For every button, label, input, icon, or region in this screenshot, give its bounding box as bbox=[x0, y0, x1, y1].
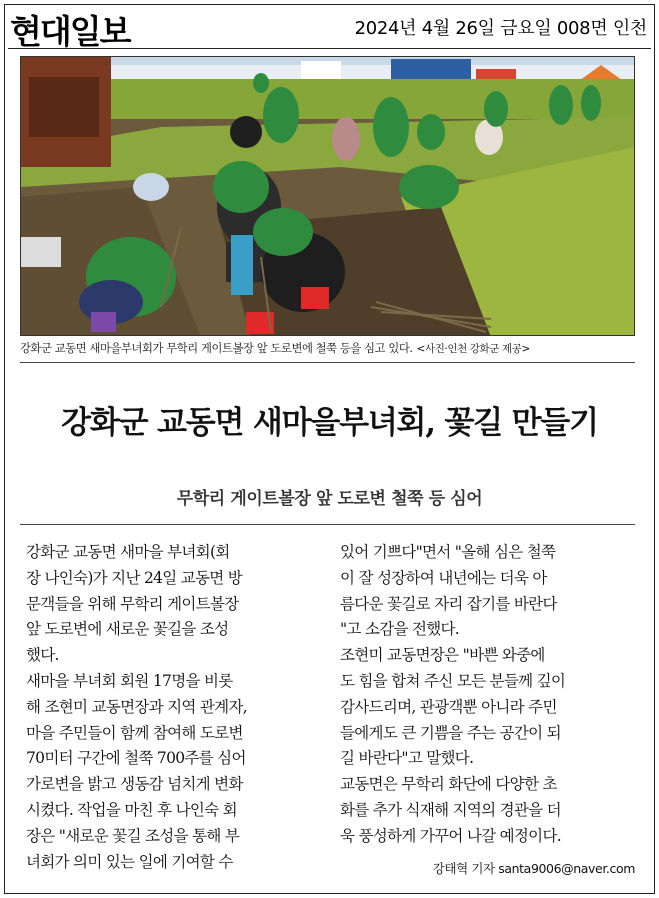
reporter-byline: 강태혁 기자 santa9006@naver.com bbox=[432, 861, 635, 876]
body-line: 이 잘 성장하여 내년에는 더욱 아 bbox=[340, 568, 547, 587]
body-line: 들에게도 큰 기쁨을 주는 공간이 되 bbox=[340, 723, 561, 742]
body-line: 장 나인숙)가 지난 24일 교동면 방 bbox=[26, 568, 243, 587]
body-line: 시켰다. 작업을 마친 후 나인숙 회 bbox=[26, 800, 237, 819]
article-column-left bbox=[26, 540, 322, 875]
body-line: 길 바란다"고 말했다. bbox=[340, 749, 474, 768]
photo-credit: <사진·인천 강화군 제공> bbox=[416, 343, 530, 355]
body-line: 화를 추가 식재해 지역의 경관을 더 bbox=[340, 800, 561, 819]
body-line: 문객들을 위해 무학리 게이트볼장 bbox=[26, 594, 239, 613]
article-column-right bbox=[340, 540, 636, 850]
masthead bbox=[8, 4, 651, 51]
body-line: 교동면은 무학리 화단에 다양한 초 bbox=[340, 775, 557, 794]
body-line: 녀회가 의미 있는 일에 기여할 수 bbox=[26, 852, 233, 871]
caption-rule bbox=[20, 362, 635, 363]
body-line: 70미터 구간에 철쭉 700주를 심어 bbox=[26, 749, 246, 768]
body-line: 강화군 교동면 새마을 부녀회(회 bbox=[26, 543, 230, 561]
dateline: 2024년 4월 26일 금요일 008면 인천 bbox=[354, 18, 647, 39]
article-photo bbox=[20, 56, 635, 336]
body-line: 장은 "새로운 꽃길 조성을 통해 부 bbox=[26, 826, 240, 845]
body-line: 새마을 부녀회 회원 17명을 비롯 bbox=[26, 671, 233, 690]
body-line: 마을 주민들이 함께 참여해 도로변 bbox=[26, 723, 243, 742]
masthead-rule bbox=[8, 48, 651, 49]
body-line: 욱 풍성하게 가꾸어 나갈 예정이다. bbox=[340, 826, 561, 845]
caption-text: 강화군 교동면 새마을부녀회가 무학리 게이트볼장 앞 도로변에 철쭉 등을 심고 있다. bbox=[20, 342, 413, 355]
body-line: 가로변을 밝고 생동감 넘치게 변화 bbox=[26, 775, 243, 794]
photo-caption bbox=[20, 340, 635, 356]
body-rule bbox=[20, 524, 635, 525]
body-line: 앞 도로변에 새로운 꽃길을 조성 bbox=[26, 620, 229, 639]
newspaper-logo: 현대일보 bbox=[10, 12, 130, 51]
body-line: 했다. bbox=[26, 646, 59, 665]
body-line: 감사드리며, 관광객뿐 아니라 주민 bbox=[340, 697, 557, 716]
body-line: 있어 기쁘다"면서 "올해 심은 철쭉 bbox=[340, 543, 556, 561]
headline: 강화군 교동면 새마을부녀회, 꽃길 만들기 bbox=[61, 405, 598, 441]
body-line: 름다운 꽃길로 자리 잡기를 바란다 bbox=[340, 594, 557, 613]
subheadline: 무학리 게이트볼장 앞 도로변 철쭉 등 심어 bbox=[176, 489, 483, 509]
body-line: 조현미 교동면장은 "바쁜 와중에 bbox=[340, 646, 545, 665]
body-line: "고 소감을 전했다. bbox=[340, 620, 460, 639]
body-line: 해 조현미 교동면장과 지역 관계자, bbox=[26, 697, 247, 716]
body-line: 도 힘을 합쳐 주신 모든 분들께 깊이 bbox=[340, 671, 566, 690]
